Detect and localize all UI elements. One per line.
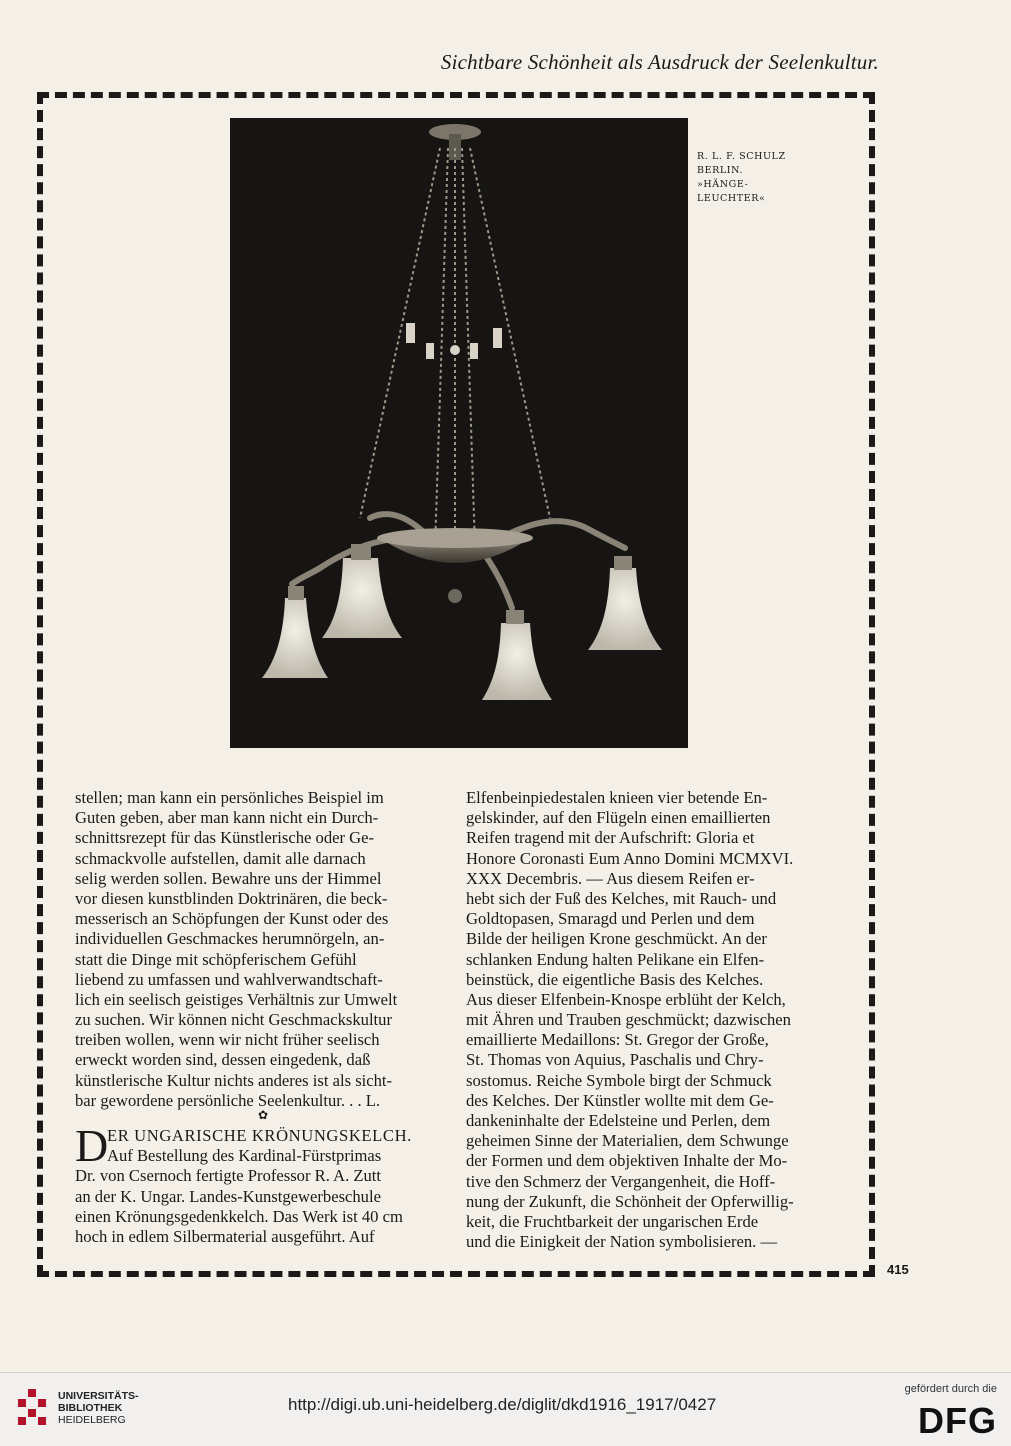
text-line: bar gewordene persönliche Seelenkultur. . . L. <box>75 1090 381 1110</box>
text-line: schmackvolle aufstellen, damit alle darnach <box>75 848 366 868</box>
text-line: der Formen und dem objektiven Inhalte der Mo- <box>466 1151 788 1171</box>
photo-caption <box>697 150 807 206</box>
text-line: mit Ähren und Trauben geschmückt; dazwischen <box>466 1010 791 1030</box>
text-line: einen Krönungsgedenkkelch. Das Werk ist 40 cm <box>75 1206 403 1226</box>
text-line: zu suchen. Wir können nicht Geschmackskultur <box>75 1010 392 1030</box>
text-line: Dr. von Csernoch fertigte Professor R. A. Zutt <box>75 1166 382 1186</box>
article-block <box>75 1120 447 1247</box>
running-head: Sichtbare Schönheit als Ausdruck der Seelenkultur. <box>440 50 879 74</box>
text-line: messerisch an Schöpfungen der Kunst oder des <box>75 909 389 929</box>
text-line: hebt sich der Fuß des Kelches, mit Rauch- und <box>466 888 777 908</box>
dfg-logo: DFG <box>918 1400 997 1441</box>
text-line: liebend zu umfassen und wahlverwandtschaft- <box>75 969 383 989</box>
text-line: Reifen tragend mit der Aufschrift: Gloria et <box>466 828 755 848</box>
text-line: des Kelches. Der Künstler wollte mit dem Ge- <box>466 1090 774 1110</box>
library-name <box>58 1390 139 1426</box>
text-line: keit, die Fruchtbarkeit der ungarischen Erde <box>466 1211 759 1231</box>
viewer-footer <box>0 1372 1011 1446</box>
text-line: dankeninhalte der Edelsteine und Perlen, dem <box>466 1111 771 1130</box>
text-line: Honore Coronasti Eum Anno Domini MCMXVI. <box>466 848 794 868</box>
text-line: beinstück, die eigentliche Basis des Kelches. <box>466 969 764 989</box>
text-line: statt die Dinge mit schöpferischem Gefühl <box>75 949 357 969</box>
caption-line: »HÄNGE- <box>697 179 749 190</box>
text-line: Guten geben, aber man kann nicht ein Durch- <box>75 808 379 828</box>
section-ornament: ✿ <box>258 1108 269 1122</box>
text-line: lich ein seelisch geistiges Verhältnis zur Umwelt <box>75 989 398 1009</box>
library-line: UNIVERSITÄTS- <box>58 1390 139 1402</box>
text-line: treiben wollen, wenn wir nicht früher seelisch <box>75 1030 380 1050</box>
article-heading: ER UNGARISCHE KRÖNUNGSKELCH. <box>107 1126 412 1145</box>
caption-line: R. L. F. SCHULZ <box>697 151 786 162</box>
text-line: Auf Bestellung des Kardinal-Fürstprimas <box>107 1146 382 1166</box>
text-line: künstlerische Kultur nichts anderes ist als sicht- <box>75 1070 393 1090</box>
library-logo-icon <box>14 1387 50 1427</box>
left-column <box>75 788 447 1111</box>
library-line: BIBLIOTHEK <box>58 1402 123 1414</box>
text-line: erweckt worden sind, dessen eingedenk, daß <box>75 1050 371 1070</box>
text-line: geheimen Sinne der Materialien, dem Schwunge <box>466 1131 789 1151</box>
text-line: St. Thomas von Aquius, Paschalis und Chry- <box>466 1050 764 1070</box>
text-line: Elfenbeinpiedestalen knieen vier betende En- <box>466 788 768 807</box>
text-line: vor diesen kunstblinden Doktrinären, die beck- <box>75 888 388 908</box>
caption-line: BERLIN. <box>697 165 744 176</box>
permalink-url[interactable]: http://digi.ub.uni-heidelberg.de/diglit/dkd1916_1917/0427 <box>288 1395 717 1414</box>
caption-line: LEUCHTER« <box>697 193 766 204</box>
text-line: XXX Decembris. — Aus diesem Reifen er- <box>466 868 755 888</box>
right-column <box>466 788 838 1252</box>
text-line: selig werden sollen. Bewahre uns der Himmel <box>75 868 382 888</box>
text-line: individuellen Geschmackes herumnörgeln, an- <box>75 929 385 949</box>
text-line: schlanken Endung halten Pelikane ein Elfen- <box>466 949 765 969</box>
drop-cap: D <box>75 1120 109 1171</box>
text-line: Aus dieser Elfenbein-Knospe erblüht der Kelch, <box>466 989 786 1009</box>
text-line: Goldtopasen, Smaragd und Perlen und dem <box>466 909 755 929</box>
text-line: hoch in edlem Silbermaterial ausgeführt. Auf <box>75 1226 375 1246</box>
page-number: 415 <box>887 1262 909 1277</box>
text-line: stellen; man kann ein persönliches Beispiel im <box>75 788 384 807</box>
funded-by-label: gefördert durch die <box>904 1383 997 1395</box>
text-line: und die Einigkeit der Nation symbolisieren. — <box>466 1232 778 1252</box>
text-line: tive den Schmerz der Vergangenheit, die Hoff- <box>466 1171 776 1191</box>
library-line: HEIDELBERG <box>58 1414 126 1426</box>
text-line: sostomus. Reiche Symbole birgt der Schmuck <box>466 1070 772 1090</box>
chandelier-photo <box>230 118 688 748</box>
text-line: emaillierte Medaillons: St. Gregor der Große, <box>466 1030 769 1050</box>
text-line: nung der Zukunft, die Schönheit der Opferwillig- <box>466 1191 794 1211</box>
text-line: Bilde der heiligen Krone geschmückt. An der <box>466 929 767 949</box>
text-line: schnittsrezept für das Künstlerische oder Ge- <box>75 828 375 848</box>
text-line: an der K. Ungar. Landes-Kunstgewerbeschule <box>75 1186 381 1206</box>
text-line: gelskinder, auf den Flügeln einen emaillierten <box>466 808 771 828</box>
